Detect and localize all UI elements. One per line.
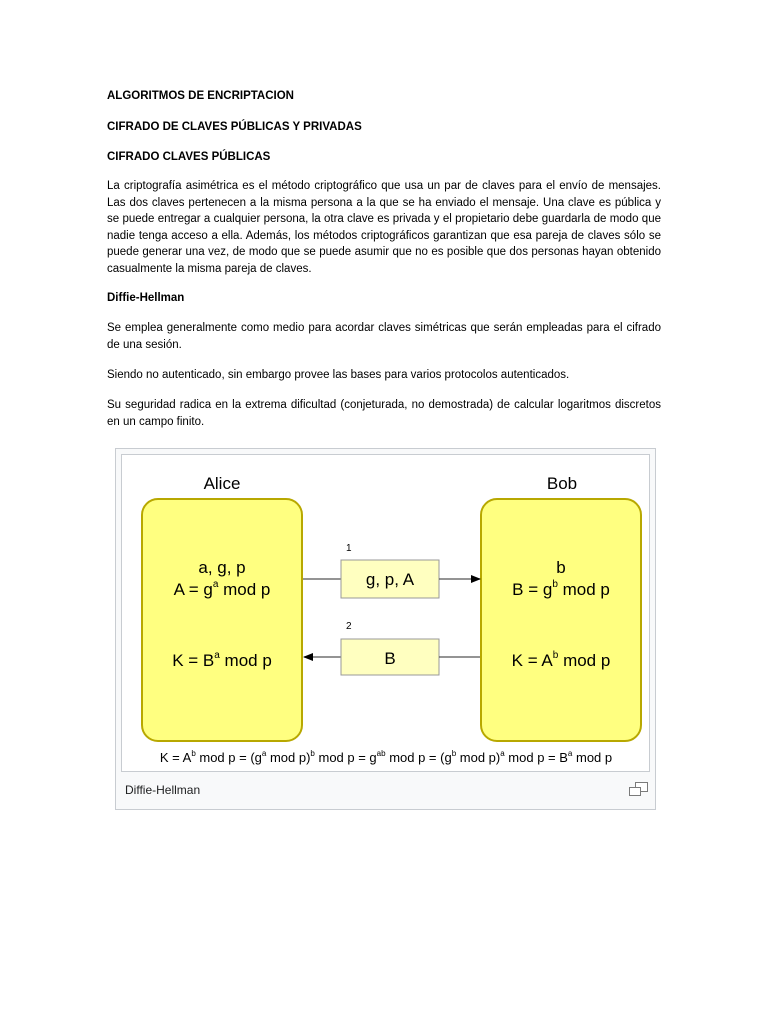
alice-public-key-formula: $A = g^a$ mod p	[173, 579, 271, 599]
alice-shared-key-formula: $K = B^a$ mod p	[172, 650, 272, 670]
alice-variables: a, g, p	[198, 558, 246, 577]
paragraph-dh-security: Su seguridad radica en la extrema dificultad (conjeturada, no demostrada) de calcular logaritmos discretos en un campo finito.	[107, 399, 661, 428]
section-heading: CIFRADO DE CLAVES PÚBLICAS Y PRIVADAS	[107, 121, 362, 133]
figure-image-frame[interactable]	[121, 454, 650, 772]
paragraph-dh-authentication: Siendo no autenticado, sin embargo provee las bases para varios protocolos autenticados.	[107, 369, 570, 381]
alice-box	[142, 499, 302, 741]
paragraph-asymmetric-crypto: La criptografía asimétrica es el método criptográfico que usa un par de claves para el envío de mensajes. Las dos claves pertenecen a la misma persona a la que se ha enviado el mensaje. Una clave es pública y se puede entregar a cualquier persona, la otra clave es privada y el propietario debe guardarla de modo que nadie tenga acceso a ella. Además, los métodos criptográficos garantizan que esa pareja de claves sólo se puede generar una vez, de modo que se puede asumir que no es posible que dos personas hayan obtenido casualmente la misma pareja de claves.	[107, 180, 661, 275]
subsection-heading: CIFRADO CLAVES PÚBLICAS	[107, 151, 271, 163]
step-2-label: 2	[346, 621, 352, 632]
step-1-label: 1	[346, 543, 352, 554]
figure-caption: Diffie-Hellman	[125, 783, 201, 797]
paragraph-dh-usage: Se emplea generalmente como medio para acordar claves simétricas que serán empleadas para el cifrado de una sesión.	[107, 322, 661, 351]
diffie-hellman-figure	[115, 448, 656, 810]
bob-public-key-formula: $B = g^b$ mod p	[512, 579, 610, 599]
diffie-hellman-diagram	[122, 455, 649, 771]
bob-shared-key-formula: $K = A^b$ mod p	[511, 650, 611, 670]
bob-variables: b	[556, 558, 566, 577]
bob-box	[481, 499, 641, 741]
message-1-content: g, p, A	[365, 570, 415, 589]
document-title: ALGORITMOS DE ENCRIPTACION	[107, 90, 294, 102]
message-2-content: B	[384, 649, 396, 668]
shared-key-equation: $K = A^b$ mod $p = (g^a$ mod p)$^b$ mod $p = g^{ab}$ mod $p = (g^b$ mod p)$^a$ mod $p = B^a$ mod p	[159, 749, 613, 765]
bob-label: Bob	[546, 474, 578, 493]
alice-label: Alice	[203, 474, 241, 493]
diffie-hellman-heading: Diffie-Hellman	[107, 292, 185, 304]
enlarge-icon-graphic	[629, 782, 649, 796]
